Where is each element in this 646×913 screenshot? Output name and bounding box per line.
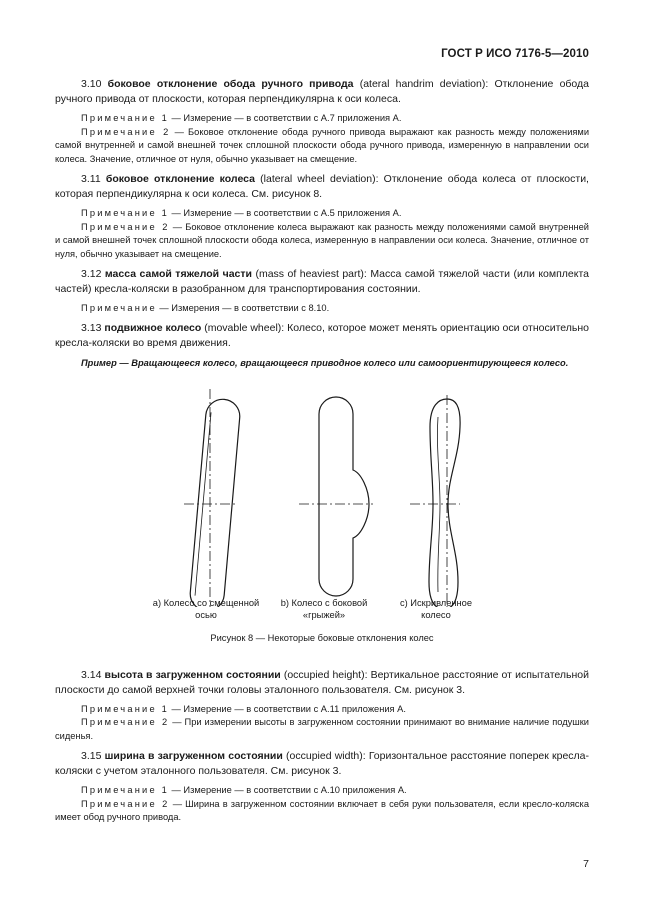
note-label: Примечание 1 bbox=[81, 785, 169, 795]
figure-caption: Рисунок 8 — Некоторые боковые отклонения колес bbox=[210, 632, 434, 643]
section-number: 3.10 bbox=[81, 78, 108, 90]
note-3-11-2 bbox=[55, 221, 589, 262]
section-3-12 bbox=[55, 267, 589, 297]
example-3-13: Пример — Вращающееся колесо, вращающееся приводное колесо или самоориентирующееся колесо. bbox=[81, 357, 569, 368]
note-text: — Измерение — в соответствии с А.5 приложения А. bbox=[168, 208, 402, 218]
section-number: 3.13 bbox=[81, 321, 105, 334]
section-number: 3.11 bbox=[81, 173, 106, 185]
page-number: 7 bbox=[583, 858, 589, 870]
note-label: Примечание 2 bbox=[81, 221, 170, 232]
figure-8 bbox=[55, 387, 589, 642]
note-label: Примечание bbox=[81, 303, 157, 313]
section-3-14 bbox=[55, 668, 589, 698]
section-number: 3.14 bbox=[81, 668, 105, 681]
note-3-14-2 bbox=[55, 716, 589, 743]
note-text: — Боковое отклонение колеса выражают как разность между положениями самой внутренней и самой внешней точек сплошной плоскости обода колеса, измеренную в направлении оси колеса. Значение, отличное от нуля, обычно указывает на смещение. bbox=[55, 221, 589, 259]
caption-c: с) Искривленное колесо bbox=[399, 597, 473, 620]
note-label: Примечание 2 bbox=[81, 798, 170, 809]
term: боковое отклонение обода ручного привода bbox=[107, 78, 354, 90]
term: масса самой тяжелой части bbox=[104, 268, 252, 280]
note-label: Примечание 1 bbox=[81, 113, 169, 123]
section-3-13 bbox=[55, 321, 589, 351]
note-text: — Измерение — в соответствии с А.11 приложения А. bbox=[168, 703, 406, 714]
note-3-15-2 bbox=[55, 798, 589, 825]
section-number: 3.12 bbox=[81, 268, 105, 280]
term: боковое отклонение колеса bbox=[105, 173, 255, 185]
hernia-wheel-drawing bbox=[319, 397, 369, 596]
term: высота в загруженном состоянии bbox=[104, 668, 281, 681]
caption-b: b) Колесо с боковой «грыжей» bbox=[280, 597, 368, 620]
warped-wheel-drawing bbox=[429, 399, 460, 607]
wheel-deviation-diagram bbox=[55, 387, 589, 607]
section-3-15 bbox=[55, 749, 589, 779]
note-3-11-1 bbox=[55, 207, 589, 221]
definition: (occupied width): Горизонтальное расстояние поперек кресла-коляски с учетом эталонного пользователя. См. рисунок 3. bbox=[55, 750, 589, 777]
definition: (ateral handrim deviation): Отклонение обода ручного привода от плоскости, которая перпендикулярна к оси колеса. bbox=[55, 78, 589, 105]
term: подвижное колесо bbox=[104, 321, 202, 334]
note-text: — Боковое отклонение обода ручного привода выражают как разность между положениями самой внутренней и самой внешней точек сплошной плоскости обода ручного привода, измеренную в направлении оси колеса. Значение, отличное от нуля, обычно указывает на смещение. bbox=[55, 126, 590, 164]
page-content bbox=[55, 77, 589, 825]
note-text: — Измерение — в соответствии с А.10 приложения А. bbox=[168, 785, 407, 795]
section-number: 3.15 bbox=[81, 750, 105, 762]
note-3-10-2 bbox=[55, 126, 589, 167]
note-label: Примечание 1 bbox=[81, 208, 169, 218]
note-label: Примечание 2 bbox=[81, 126, 171, 137]
definition: (mass of heaviest part): Масса самой тяжелой части (или комплекта частей) кресла-коляски в разобранном для транспортирования состоянии. bbox=[55, 268, 589, 295]
note-3-10-1 bbox=[55, 112, 589, 126]
note-label: Примечание 1 bbox=[81, 703, 169, 714]
note-text: — Измерения — в соответствии с 8.10. bbox=[156, 303, 330, 313]
note-3-14-1 bbox=[55, 703, 589, 717]
note-3-12 bbox=[55, 302, 589, 316]
note-label: Примечание 2 bbox=[81, 717, 170, 727]
note-3-15-1 bbox=[55, 784, 589, 798]
note-text: — При измерении высоты в загруженном состоянии принимают во внимание наличие подушки сиденья. bbox=[55, 717, 589, 741]
section-3-10 bbox=[55, 77, 589, 107]
document-header: ГОСТ Р ИСО 7176-5—2010 bbox=[441, 48, 589, 60]
section-3-11 bbox=[55, 172, 589, 202]
caption-a: а) Колесо со смещенной осью bbox=[152, 597, 260, 620]
note-text: — Измерение — в соответствии с А.7 приложения А. bbox=[168, 113, 402, 123]
definition: (movable wheel): Колесо, которое может менять ориентацию оси относительно кресла-коляски во время движения. bbox=[55, 321, 589, 349]
definition: (lateral wheel deviation): Отклонение обода колеса от плоскости, которая перпендикулярна к оси колеса. См. рисунок 8. bbox=[55, 173, 589, 200]
note-text: — Ширина в загруженном состоянии включает в себя руки пользователя, если кресло-коляска имеет обод ручного привода. bbox=[55, 798, 589, 822]
definition: (occupied height): Вертикальное расстояние от испытательной плоскости до самой верхней точки головы эталонного пользователя. См. рисунок 3. bbox=[55, 668, 590, 696]
term: ширина в загруженном состоянии bbox=[104, 750, 283, 762]
